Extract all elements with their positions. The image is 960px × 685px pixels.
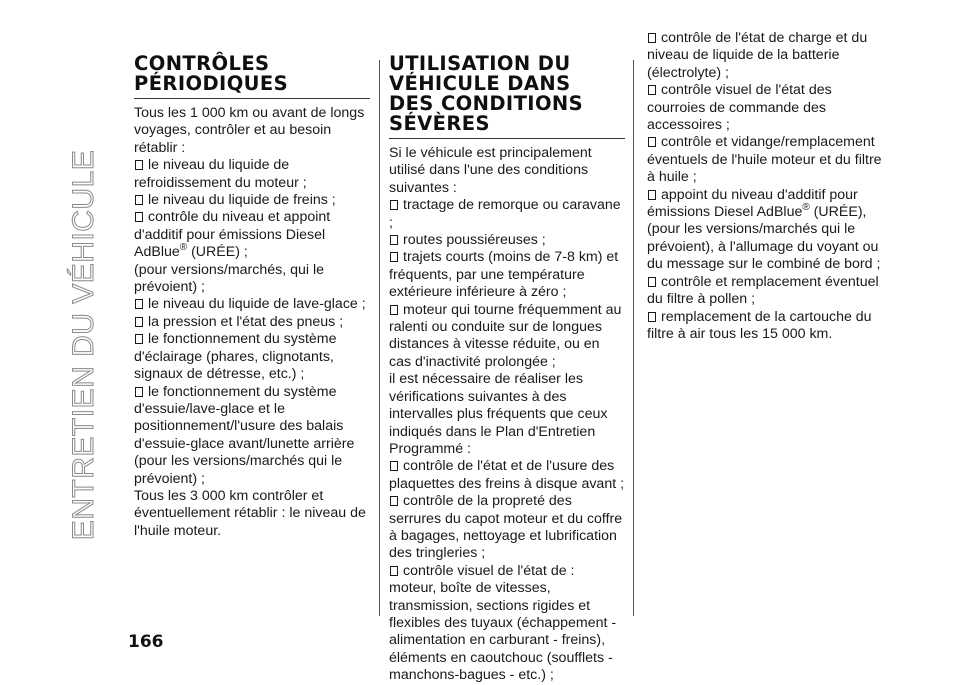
page-number: 166 bbox=[128, 632, 164, 652]
list-item: remplacement de la cartouche du filtre à air tous les 15 000 km. bbox=[647, 308, 872, 342]
checkbox-icon bbox=[648, 277, 656, 287]
paragraph: Tous les 3 000 km contrôler et éventuellement rétablir : le niveau de l'huile moteur. bbox=[134, 487, 366, 539]
paragraph: Tous les 1 000 km ou avant de longs voyages, contrôler et au besoin rétablir : bbox=[134, 105, 365, 156]
checkbox-icon bbox=[390, 305, 398, 315]
checkbox-icon bbox=[648, 137, 656, 147]
list-item: la pression et l'état des pneus ; bbox=[134, 314, 370, 331]
checkbox-icon bbox=[648, 85, 656, 95]
list-item: routes poussiéreuses ; bbox=[389, 232, 625, 249]
heading-line: CONTRÔLES bbox=[134, 52, 270, 75]
side-title: ENTRETIEN DU VÉHICULE bbox=[67, 149, 100, 541]
paragraph: Si le véhicule est principalement utilisé dans l'une des conditions suivantes : bbox=[389, 145, 592, 196]
checkbox-icon bbox=[135, 195, 143, 205]
column-divider bbox=[633, 60, 634, 616]
heading-line: SÉVÈRES bbox=[389, 112, 490, 135]
list-item: tractage de remorque ou caravane ; bbox=[389, 197, 621, 231]
list-item: contrôle de la propreté des serrures du capot moteur et du coffre à bagages, nettoyage et lubrification des tringleries ; bbox=[389, 493, 623, 562]
list-item: contrôle de l'état de charge et du niveau de liquide de la batterie (électrolyte) ; bbox=[647, 30, 868, 81]
checkbox-icon bbox=[135, 299, 143, 309]
checkbox-icon bbox=[390, 252, 398, 262]
checkbox-icon bbox=[390, 235, 398, 245]
section-heading-conditions-severes bbox=[389, 54, 625, 139]
checkbox-icon bbox=[135, 160, 143, 170]
checkbox-icon bbox=[135, 387, 143, 397]
checkbox-icon bbox=[648, 190, 656, 200]
paragraph: il est nécessaire de réaliser les vérifications suivantes à des intervalles plus fréquents que ceux indiqués dans le Plan d'Entretien Programmé : bbox=[389, 371, 608, 457]
list-item: contrôle de l'état et de l'usure des plaquettes des freins à disque avant ; bbox=[389, 458, 625, 492]
list-item: le niveau du liquide de lave-glace ; bbox=[134, 296, 370, 313]
checkbox-icon bbox=[135, 334, 143, 344]
column-1 bbox=[134, 54, 370, 540]
list-item: trajets courts (moins de 7-8 km) et fréquents, par une température extérieure inférieure à zéro ; bbox=[389, 249, 619, 301]
checkbox-icon bbox=[648, 312, 656, 322]
heading-line: DES CONDITIONS bbox=[389, 92, 584, 115]
list-item: le niveau du liquide de refroidissement du moteur ; bbox=[134, 157, 307, 191]
checkbox-icon bbox=[390, 566, 398, 576]
list-item: le niveau du liquide de freins ; bbox=[134, 192, 370, 209]
checkbox-icon bbox=[390, 496, 398, 506]
list-item: le fonctionnement du système d'éclairage (phares, clignotants, signaux de détresse, etc.) ; bbox=[134, 331, 337, 383]
checkbox-icon bbox=[135, 212, 143, 222]
list-item: contrôle et vidange/remplacement éventuels de l'huile moteur et du filtre à huile ; bbox=[647, 134, 882, 186]
list-item: contrôle et remplacement éventuel du filtre à pollen ; bbox=[647, 273, 879, 308]
heading-line: PÉRIODIQUES bbox=[134, 72, 289, 95]
list-item: contrôle visuel de l'état de : moteur, boîte de vitesses, transmission, sections rigides et flexibles des tuyaux (échappement - alimentation en carburant - freins), éléments en caoutchouc (soufflets - manchons-bagues - etc.) ; bbox=[389, 562, 617, 684]
list-item: appoint du niveau d'additif pour émissions Diesel AdBlue® (URÉE), (pour les versions/marchés qui le prévoient), à l'allumage du voyant ou du message sur le combiné de bord ; bbox=[647, 186, 881, 273]
list-item: le fonctionnement du système d'essuie/lave-glace et le positionnement/l'usure des balais d'essuie-glace avant/lunette arrière (pour les versions/marchés qui le prévoient) ; bbox=[134, 383, 355, 487]
checkbox-icon bbox=[648, 33, 656, 43]
list-item: moteur qui tourne fréquemment au ralenti ou conduite sur de longues distances à vitesse réduite, ou en cas d'inactivité prolongée ; bbox=[389, 301, 622, 370]
list-item: contrôle visuel de l'état des courroies de commande des accessoires ; bbox=[647, 82, 832, 134]
checkbox-icon bbox=[135, 317, 143, 327]
column-2 bbox=[389, 54, 625, 685]
section-heading-controles bbox=[134, 54, 370, 99]
heading-line: VÉHICULE DANS bbox=[389, 72, 571, 95]
list-item: contrôle du niveau et appoint d'additif pour émissions Diesel AdBlue® (URÉE) ; (pour versions/marchés, qui le prévoient) ; bbox=[134, 209, 331, 296]
checkbox-icon bbox=[390, 461, 398, 471]
column-3 bbox=[647, 30, 887, 343]
heading-line: UTILISATION DU bbox=[389, 52, 571, 75]
column-divider bbox=[379, 60, 380, 616]
checkbox-icon bbox=[390, 200, 398, 210]
